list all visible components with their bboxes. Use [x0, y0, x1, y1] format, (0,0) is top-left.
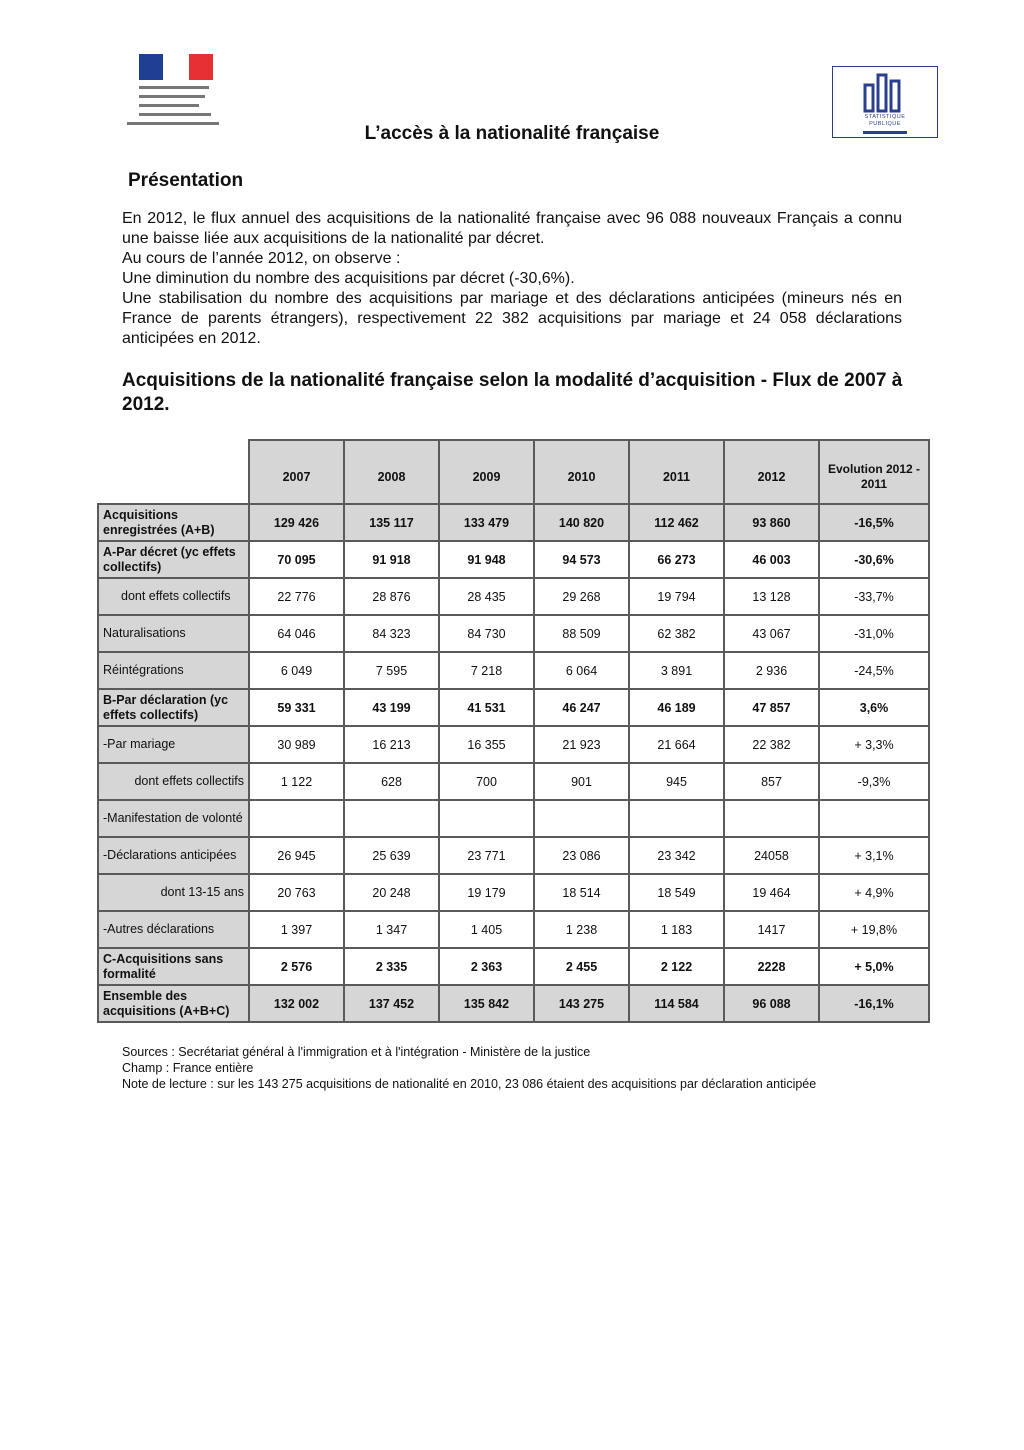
value-cell — [534, 800, 629, 837]
statistique-publique-text: STATISTIQUE PUBLIQUE — [864, 114, 906, 127]
evolution-cell: + 3,3% — [819, 726, 929, 763]
row-label: Ensemble des acquisitions (A+B+C) — [98, 985, 249, 1022]
value-cell: 25 639 — [344, 837, 439, 874]
value-cell: 628 — [344, 763, 439, 800]
row-label: dont 13-15 ans — [98, 874, 249, 911]
table-row — [98, 541, 929, 578]
value-cell: 46 247 — [534, 689, 629, 726]
table-row — [98, 652, 929, 689]
value-cell: 23 086 — [534, 837, 629, 874]
value-cell: 1 397 — [249, 911, 344, 948]
value-cell: 47 857 — [724, 689, 819, 726]
value-cell: 41 531 — [439, 689, 534, 726]
value-cell: 901 — [534, 763, 629, 800]
column-header: 2010 — [534, 440, 629, 504]
value-cell: 30 989 — [249, 726, 344, 763]
value-cell: 6 049 — [249, 652, 344, 689]
value-cell: 19 794 — [629, 578, 724, 615]
row-label: dont effets collectifs — [98, 763, 249, 800]
value-cell: 43 199 — [344, 689, 439, 726]
row-label: Acquisitions enregistrées (A+B) — [98, 504, 249, 541]
sources-note: Sources : Secrétariat général à l'immigration et à l'intégration - Ministère de la justice — [122, 1045, 591, 1059]
value-cell: 84 323 — [344, 615, 439, 652]
value-cell: 2 576 — [249, 948, 344, 985]
value-cell: 23 342 — [629, 837, 724, 874]
value-cell: 23 771 — [439, 837, 534, 874]
value-cell: 18 549 — [629, 874, 724, 911]
value-cell: 2 122 — [629, 948, 724, 985]
value-cell: 1 122 — [249, 763, 344, 800]
value-cell: 135 842 — [439, 985, 534, 1022]
value-cell: 20 248 — [344, 874, 439, 911]
republique-francaise-logo — [122, 52, 232, 132]
column-header: 2009 — [439, 440, 534, 504]
value-cell: 1 347 — [344, 911, 439, 948]
value-cell — [629, 800, 724, 837]
evolution-cell: + 19,8% — [819, 911, 929, 948]
column-header: Evolution 2012 - 2011 — [819, 440, 929, 504]
value-cell — [344, 800, 439, 837]
value-cell — [249, 800, 344, 837]
value-cell: 137 452 — [344, 985, 439, 1022]
value-cell: 24058 — [724, 837, 819, 874]
column-header: 2007 — [249, 440, 344, 504]
value-cell: 7 218 — [439, 652, 534, 689]
value-cell: 129 426 — [249, 504, 344, 541]
evolution-cell: + 3,1% — [819, 837, 929, 874]
value-cell: 16 355 — [439, 726, 534, 763]
value-cell: 94 573 — [534, 541, 629, 578]
value-cell: 114 584 — [629, 985, 724, 1022]
value-cell: 140 820 — [534, 504, 629, 541]
value-cell — [439, 800, 534, 837]
value-cell: 7 595 — [344, 652, 439, 689]
table-row — [98, 763, 929, 800]
lecture-note: Note de lecture : sur les 143 275 acquisitions de nationalité en 2010, 23 086 étaient des acquisitions par déclaration anticipée — [122, 1077, 817, 1091]
value-cell: 112 462 — [629, 504, 724, 541]
evolution-cell: -16,1% — [819, 985, 929, 1022]
evolution-cell: + 5,0% — [819, 948, 929, 985]
value-cell: 21 923 — [534, 726, 629, 763]
row-label: Réintégrations — [98, 652, 249, 689]
table-row — [98, 689, 929, 726]
row-label: B-Par déclaration (yc effets collectifs) — [98, 689, 249, 726]
table-row — [98, 948, 929, 985]
table-row — [98, 726, 929, 763]
value-cell: 19 464 — [724, 874, 819, 911]
intro-text — [122, 209, 902, 349]
columns-icon — [863, 73, 909, 113]
table-row — [98, 800, 929, 837]
value-cell: 16 213 — [344, 726, 439, 763]
value-cell: 59 331 — [249, 689, 344, 726]
value-cell: 3 891 — [629, 652, 724, 689]
evolution-cell — [819, 800, 929, 837]
value-cell: 2228 — [724, 948, 819, 985]
evolution-cell: -9,3% — [819, 763, 929, 800]
row-label: C-Acquisitions sans formalité — [98, 948, 249, 985]
value-cell: 1 183 — [629, 911, 724, 948]
value-cell: 1 238 — [534, 911, 629, 948]
intro-line: Une diminution du nombre des acquisitions par décret (-30,6%). — [122, 270, 575, 287]
value-cell: 70 095 — [249, 541, 344, 578]
value-cell: 29 268 — [534, 578, 629, 615]
header-corner — [98, 440, 249, 504]
french-flag-icon — [139, 54, 213, 80]
intro-line: En 2012, le flux annuel des acquisitions de la nationalité française avec 96 088 nouveaux Français a connu une baisse liée aux acquisitions de la nationalité par décret. — [122, 210, 902, 247]
intro-line: Une stabilisation du nombre des acquisitions par mariage et des déclarations anticipées (mineurs nés en France de parents étrangers), respectivement 22 382 acquisitions par mariage et 24 058 déclarations anticipées en 2012. — [122, 290, 902, 347]
value-cell: 91 918 — [344, 541, 439, 578]
page-title: L’accès à la nationalité française — [364, 123, 660, 144]
intro-line: Au cours de l’année 2012, on observe : — [122, 250, 401, 267]
row-label: -Par mariage — [98, 726, 249, 763]
table-title: Acquisitions de la nationalité française selon la modalité d’acquisition - Flux de 2007 à 2012. — [122, 370, 903, 415]
value-cell — [724, 800, 819, 837]
row-label: dont effets collectifs — [98, 578, 249, 615]
value-cell: 2 936 — [724, 652, 819, 689]
value-cell: 6 064 — [534, 652, 629, 689]
value-cell: 22 382 — [724, 726, 819, 763]
table-row — [98, 615, 929, 652]
value-cell: 20 763 — [249, 874, 344, 911]
value-cell: 1 405 — [439, 911, 534, 948]
value-cell: 143 275 — [534, 985, 629, 1022]
value-cell: 2 363 — [439, 948, 534, 985]
table-notes — [122, 1044, 816, 1092]
value-cell: 1417 — [724, 911, 819, 948]
evolution-cell: -33,7% — [819, 578, 929, 615]
value-cell: 19 179 — [439, 874, 534, 911]
row-label: Naturalisations — [98, 615, 249, 652]
row-label: -Autres déclarations — [98, 911, 249, 948]
value-cell: 21 664 — [629, 726, 724, 763]
value-cell: 46 003 — [724, 541, 819, 578]
value-cell: 43 067 — [724, 615, 819, 652]
evolution-cell: -16,5% — [819, 504, 929, 541]
value-cell: 66 273 — [629, 541, 724, 578]
column-header: 2012 — [724, 440, 819, 504]
value-cell: 700 — [439, 763, 534, 800]
value-cell: 18 514 — [534, 874, 629, 911]
evolution-cell: + 4,9% — [819, 874, 929, 911]
value-cell: 88 509 — [534, 615, 629, 652]
table-row — [98, 504, 929, 541]
evolution-cell: -31,0% — [819, 615, 929, 652]
table-row — [98, 911, 929, 948]
value-cell: 64 046 — [249, 615, 344, 652]
value-cell: 28 435 — [439, 578, 534, 615]
value-cell: 91 948 — [439, 541, 534, 578]
value-cell: 46 189 — [629, 689, 724, 726]
value-cell: 93 860 — [724, 504, 819, 541]
value-cell: 857 — [724, 763, 819, 800]
value-cell: 135 117 — [344, 504, 439, 541]
evolution-cell: -24,5% — [819, 652, 929, 689]
row-label: -Déclarations anticipées — [98, 837, 249, 874]
value-cell: 132 002 — [249, 985, 344, 1022]
evolution-cell: -30,6% — [819, 541, 929, 578]
row-label: -Manifestation de volonté — [98, 800, 249, 837]
evolution-cell: 3,6% — [819, 689, 929, 726]
table-row — [98, 837, 929, 874]
value-cell: 84 730 — [439, 615, 534, 652]
value-cell: 96 088 — [724, 985, 819, 1022]
value-cell: 945 — [629, 763, 724, 800]
value-cell: 28 876 — [344, 578, 439, 615]
table-header-row — [98, 440, 929, 504]
champ-note: Champ : France entière — [122, 1061, 254, 1075]
value-cell: 22 776 — [249, 578, 344, 615]
value-cell: 2 335 — [344, 948, 439, 985]
value-cell: 62 382 — [629, 615, 724, 652]
value-cell: 2 455 — [534, 948, 629, 985]
table-row — [98, 985, 929, 1022]
row-label: A-Par décret (yc effets collectifs) — [98, 541, 249, 578]
column-header: 2008 — [344, 440, 439, 504]
value-cell: 26 945 — [249, 837, 344, 874]
table-row — [98, 578, 929, 615]
table-row — [98, 874, 929, 911]
acquisitions-table — [97, 439, 930, 1023]
value-cell: 13 128 — [724, 578, 819, 615]
column-header: 2011 — [629, 440, 724, 504]
section-heading: Présentation — [128, 170, 244, 191]
value-cell: 133 479 — [439, 504, 534, 541]
